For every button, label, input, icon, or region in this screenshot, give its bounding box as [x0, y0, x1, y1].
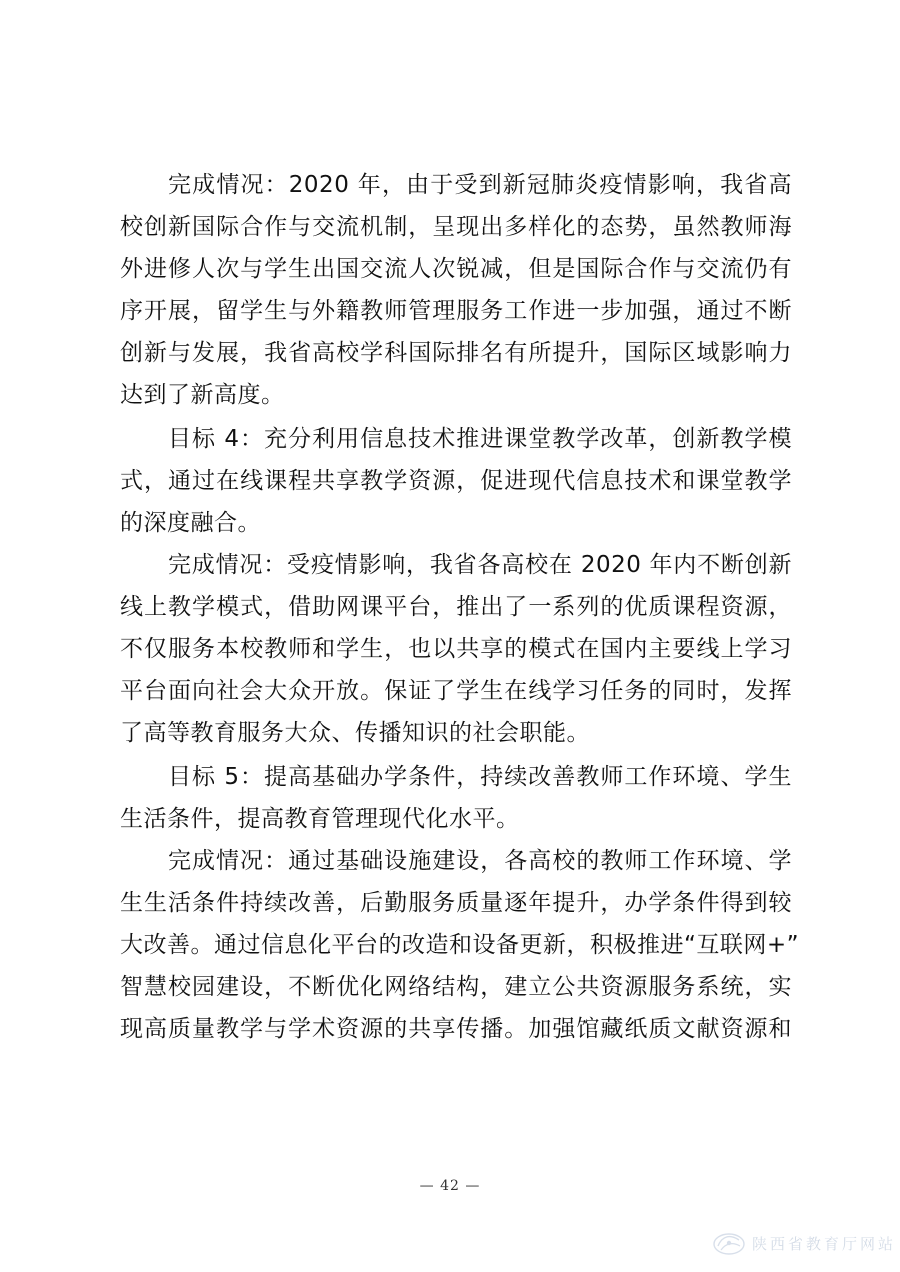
paragraph-3-line-2: 线上教学模式，借助网课平台，推出了一系列的优质课程资源， — [120, 594, 792, 620]
paragraph-5-line-2: 生生活条件持续改善，后勤服务质量逐年提升，办学条件得到较 — [120, 890, 792, 916]
paragraph-1-line-6: 达到了新高度。 — [120, 382, 285, 408]
paragraph-5-line-4: 智慧校园建设，不断优化网络结构，建立公共资源服务系统，实 — [120, 974, 792, 1000]
paragraph-3-line-5: 了高等教育服务大众、传播知识的社会职能。 — [120, 720, 590, 746]
paragraph-5-line-5: 现高质量教学与学术资源的共享传播。加强馆藏纸质文献资源和 — [120, 1016, 792, 1042]
paragraph-1-line-3: 外进修人次与学生出国交流人次锐减，但是国际合作与交流仍有 — [120, 256, 792, 282]
paragraph-3-line-3: 不仅服务本校教师和学生，也以共享的模式在国内主要线上学习 — [120, 636, 792, 662]
watermark-logo-icon — [712, 1230, 746, 1256]
paragraph-1-line-5: 创新与发展，我省高校学科国际排名有所提升，国际区域影响力 — [120, 340, 792, 366]
site-watermark — [712, 1228, 896, 1258]
paragraph-2-line-2: 式，通过在线课程共享教学资源，促进现代信息技术和课堂教学 — [120, 468, 792, 494]
paragraph-2-line-3: 的深度融合。 — [120, 510, 261, 536]
paragraph-1-line-1: 完成情况：2020 年，由于受到新冠肺炎疫情影响，我省高 — [168, 172, 792, 198]
paragraph-3-line-1: 完成情况：受疫情影响，我省各高校在 2020 年内不断创新 — [168, 552, 792, 578]
watermark-text: 陕西省教育厅网站 — [752, 1234, 897, 1253]
paragraph-4-line-2: 生活条件，提高教育管理现代化水平。 — [120, 806, 520, 832]
paragraph-3-line-4: 平台面向社会大众开放。保证了学生在线学习任务的同时，发挥 — [120, 678, 792, 704]
paragraph-1-line-2: 校创新国际合作与交流机制，呈现出多样化的态势，虽然教师海 — [120, 214, 792, 240]
paragraph-5-line-1: 完成情况：通过基础设施建设，各高校的教师工作环境、学 — [168, 848, 792, 874]
paragraph-4-line-1: 目标 5：提高基础办学条件，持续改善教师工作环境、学生 — [168, 764, 792, 790]
paragraph-5-line-3: 大改善。通过信息化平台的改造和设备更新，积极推进“互联网+” — [120, 932, 800, 958]
paragraph-1-line-4: 序开展，留学生与外籍教师管理服务工作进一步加强，通过不断 — [120, 298, 792, 324]
page-number: — 42 — — [419, 1178, 481, 1194]
paragraph-2-line-1: 目标 4：充分利用信息技术推进课堂教学改革，创新教学模 — [168, 426, 792, 452]
